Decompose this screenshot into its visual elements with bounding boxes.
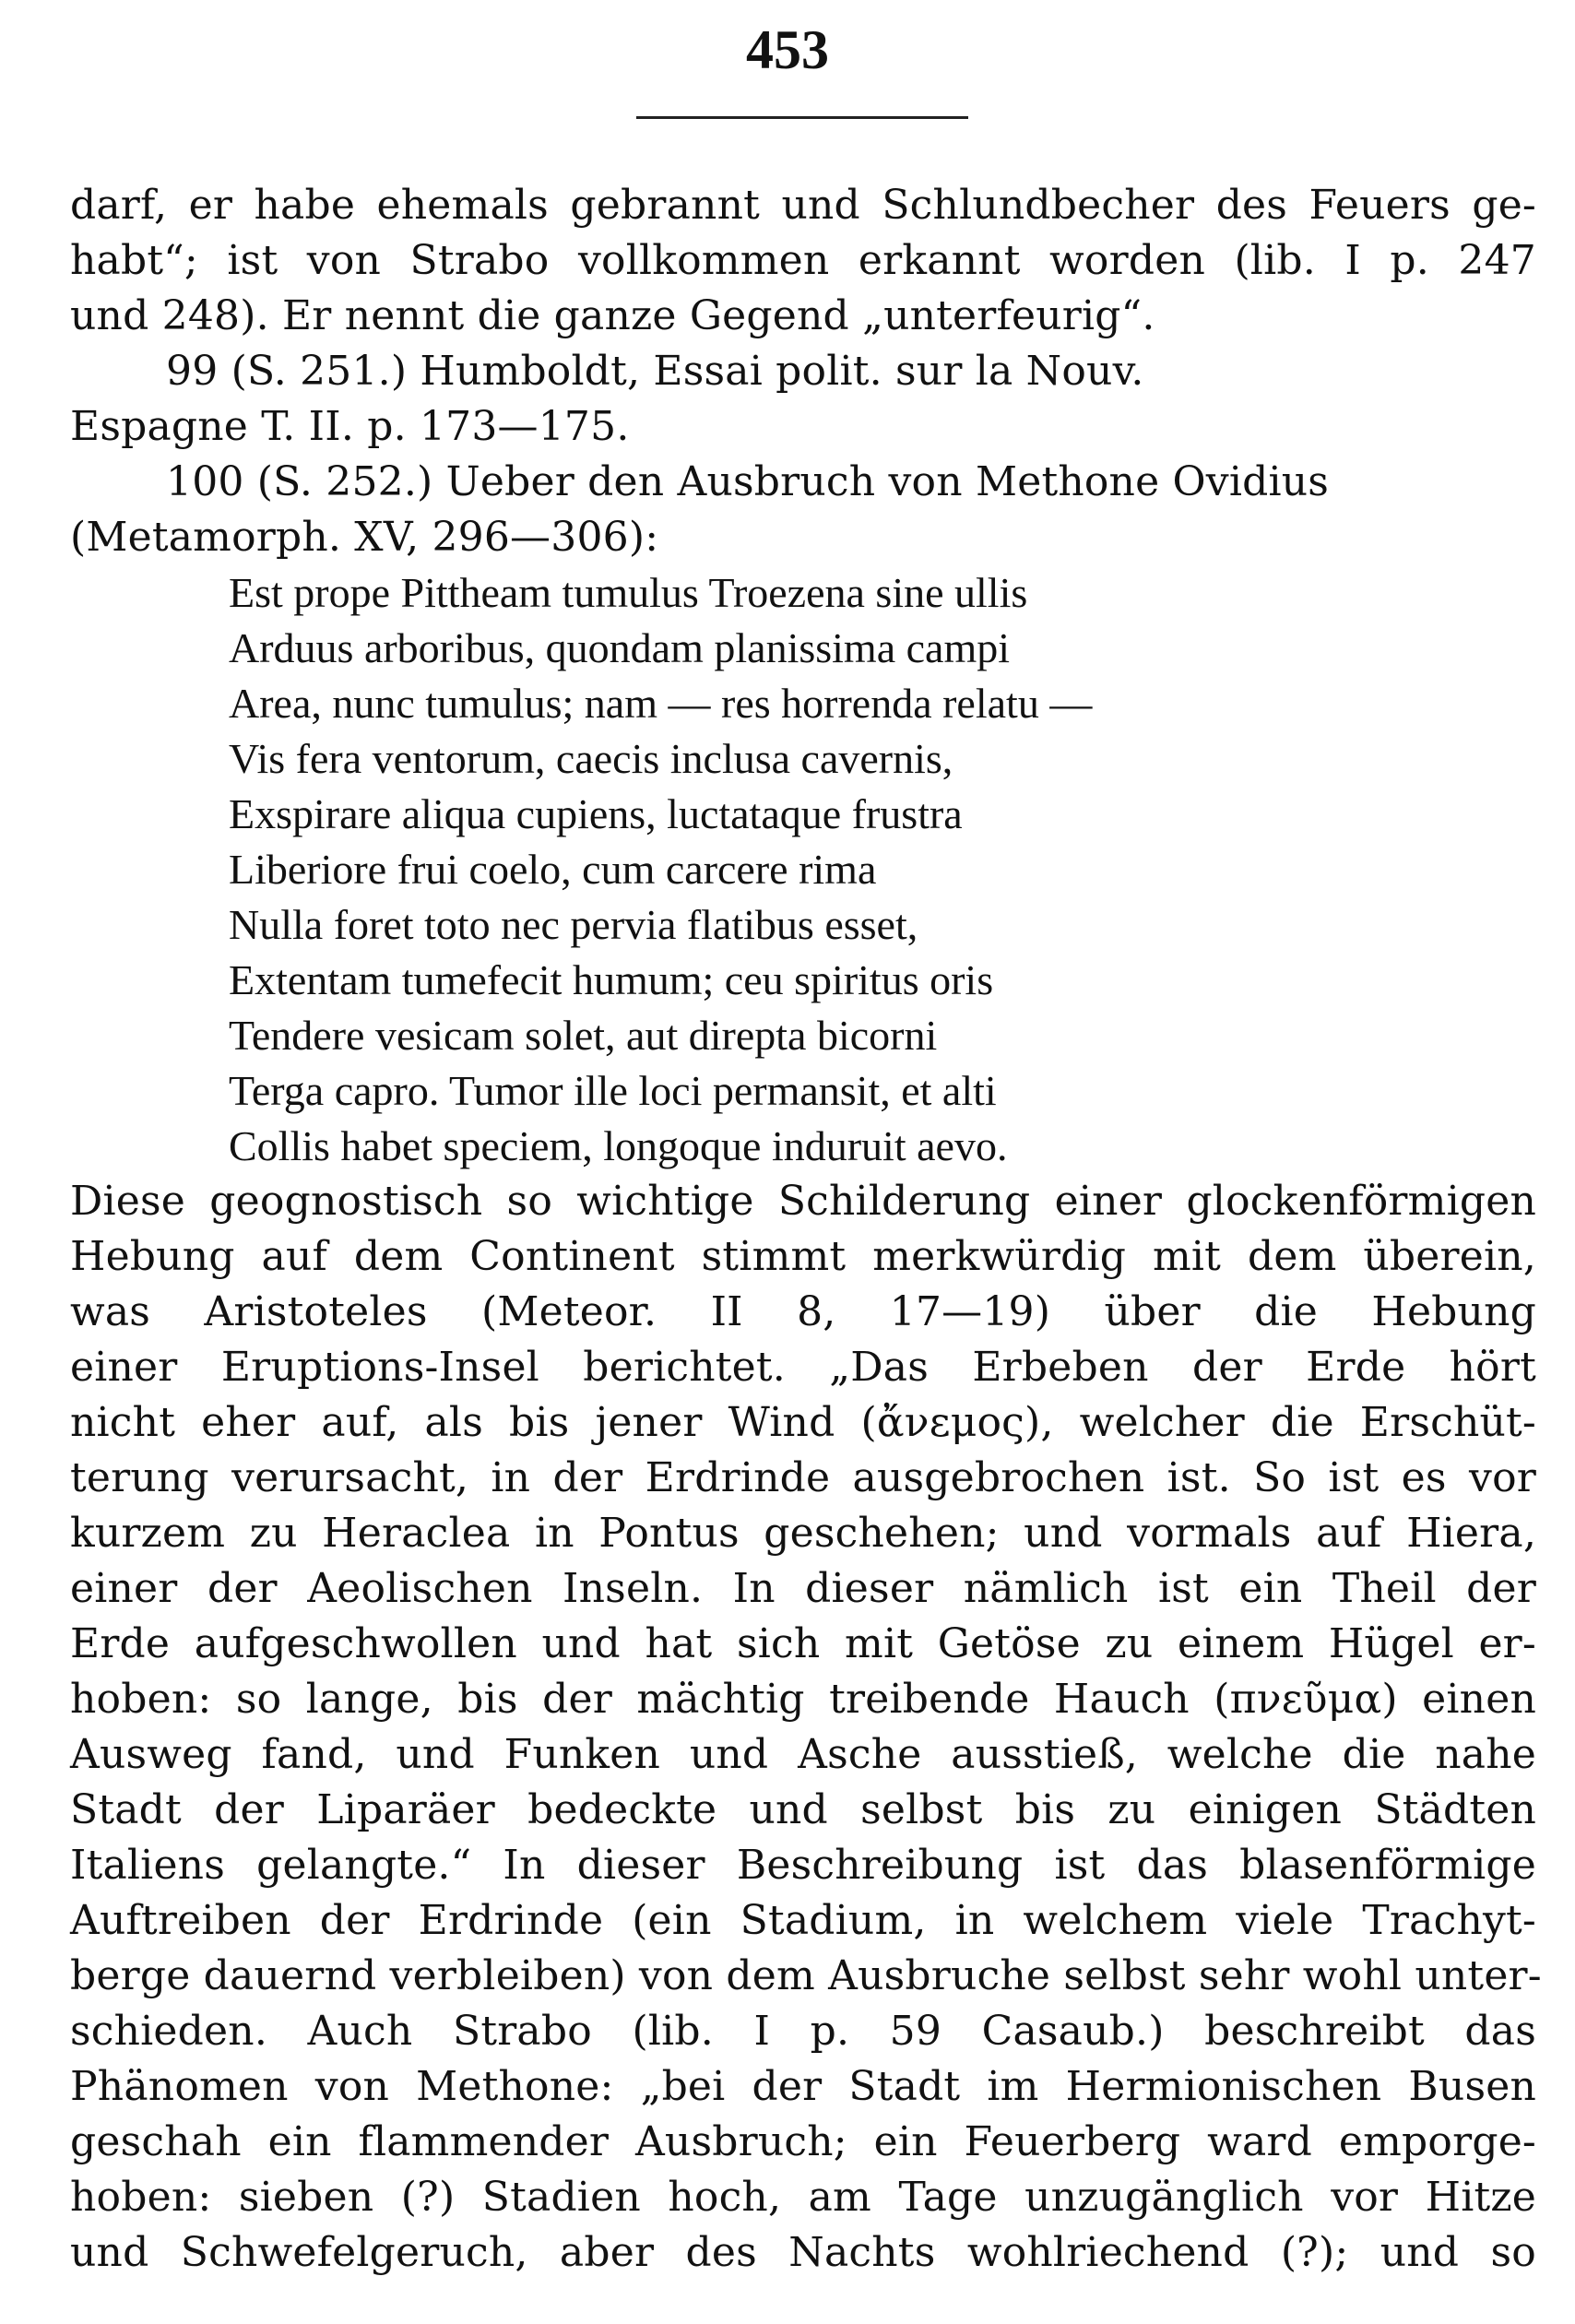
text-line: schieden. Auch Strabo (lib. I p. 59 Casaub.) beschreibt das xyxy=(70,2008,1536,2055)
verse-line: Exspirare aliqua cupiens, luctataque frustra xyxy=(229,790,963,837)
verse-line: Vis fera ventorum, caecis inclusa cavernis, xyxy=(229,735,953,782)
verse-line: Arduus arboribus, quondam planissima campi xyxy=(229,624,1011,671)
page-text xyxy=(70,178,1542,2281)
text-line: berge dauernd verbleiben) von dem Ausbruche selbst sehr wohl unter- xyxy=(70,1952,1542,1999)
header-rule xyxy=(636,116,968,119)
text-line: Hebung auf dem Continent stimmt merkwürdig mit dem überein, xyxy=(70,1233,1536,1280)
text-line: Auftreiben der Erdrinde (ein Stadium, in welchem viele Trachyt- xyxy=(70,1897,1536,1944)
text-line: kurzem zu Heraclea in Pontus geschehen; und vormals auf Hiera, xyxy=(70,1510,1536,1557)
text-line: geschah ein flammender Ausbruch; ein Feuerberg ward emporge- xyxy=(70,2118,1536,2165)
text-line: Espagne T. II. p. 173—175. xyxy=(70,403,630,450)
text-line: terung verursacht, in der Erdrinde ausgebrochen ist. So ist es vor xyxy=(70,1454,1536,1501)
text-line: Italiens gelangte.“ In dieser Beschreibung ist das blasenförmige xyxy=(70,1842,1536,1889)
text-line: hoben: sieben (?) Stadien hoch, am Tage unzugänglich vor Hitze xyxy=(70,2174,1536,2221)
text-line: und 248). Er nennt die ganze Gegend „unterfeurig“. xyxy=(70,292,1155,339)
text-line: (Metamorph. XV, 296—306): xyxy=(70,514,659,561)
text-line: hoben: so lange, bis der mächtig treibende Hauch (πνεῦμα) einen xyxy=(70,1676,1536,1723)
footnote-100: 100 (S. 252.) Ueber den Ausbruch von Methone Ovidius xyxy=(166,458,1330,505)
text-line: darf, er habe ehemals gebrannt und Schlundbecher des Feuers ge- xyxy=(70,182,1536,229)
text-line: Phänomen von Methone: „bei der Stadt im Hermionischen Busen xyxy=(70,2063,1536,2110)
verse-line: Collis habet speciem, longoque induruit aevo. xyxy=(229,1122,1008,1169)
footnote-99: 99 (S. 251.) Humboldt, Essai polit. sur la Nouv. xyxy=(166,348,1144,395)
verse-line: Extentam tumefecit humum; ceu spiritus oris xyxy=(229,956,994,1003)
verse-line: Terga capro. Tumor ille loci permansit, et alti xyxy=(229,1067,997,1114)
text-line: was Aristoteles (Meteor. II 8, 17—19) über die Hebung xyxy=(70,1288,1536,1335)
verse-line: Tendere vesicam solet, aut direpta bicorni xyxy=(229,1012,938,1059)
verse-line: Nulla foret toto nec pervia flatibus esset, xyxy=(229,901,918,948)
text-line: und Schwefelgeruch, aber des Nachts wohlriechend (?); und so xyxy=(70,2229,1536,2276)
text-line: Erde aufgeschwollen und hat sich mit Getöse zu einem Hügel er- xyxy=(70,1620,1536,1667)
page-number: 453 xyxy=(746,19,829,80)
text-line: Diese geognostisch so wichtige Schilderung einer glockenförmigen xyxy=(70,1178,1536,1225)
text-line: Stadt der Liparäer bedeckte und selbst bis zu einigen Städten xyxy=(70,1786,1536,1833)
text-line: Ausweg fand, und Funken und Asche ausstieß, welche die nahe xyxy=(70,1731,1536,1778)
text-line: habt“; ist von Strabo vollkommen erkannt worden (lib. I p. 247 xyxy=(70,237,1536,284)
verse-line: Est prope Pittheam tumulus Troezena sine ullis xyxy=(229,569,1028,616)
verse-line: Area, nunc tumulus; nam — res horrenda relatu — xyxy=(229,680,1093,727)
text-line: nicht eher auf, als bis jener Wind (ἄνεμος), welcher die Erschüt- xyxy=(70,1399,1536,1446)
verse-line: Liberiore frui coelo, cum carcere rima xyxy=(229,846,877,893)
text-line: einer der Aeolischen Inseln. In dieser nämlich ist ein Theil der xyxy=(70,1565,1536,1612)
text-line: einer Eruptions-Insel berichtet. „Das Erbeben der Erde hört xyxy=(70,1344,1536,1391)
